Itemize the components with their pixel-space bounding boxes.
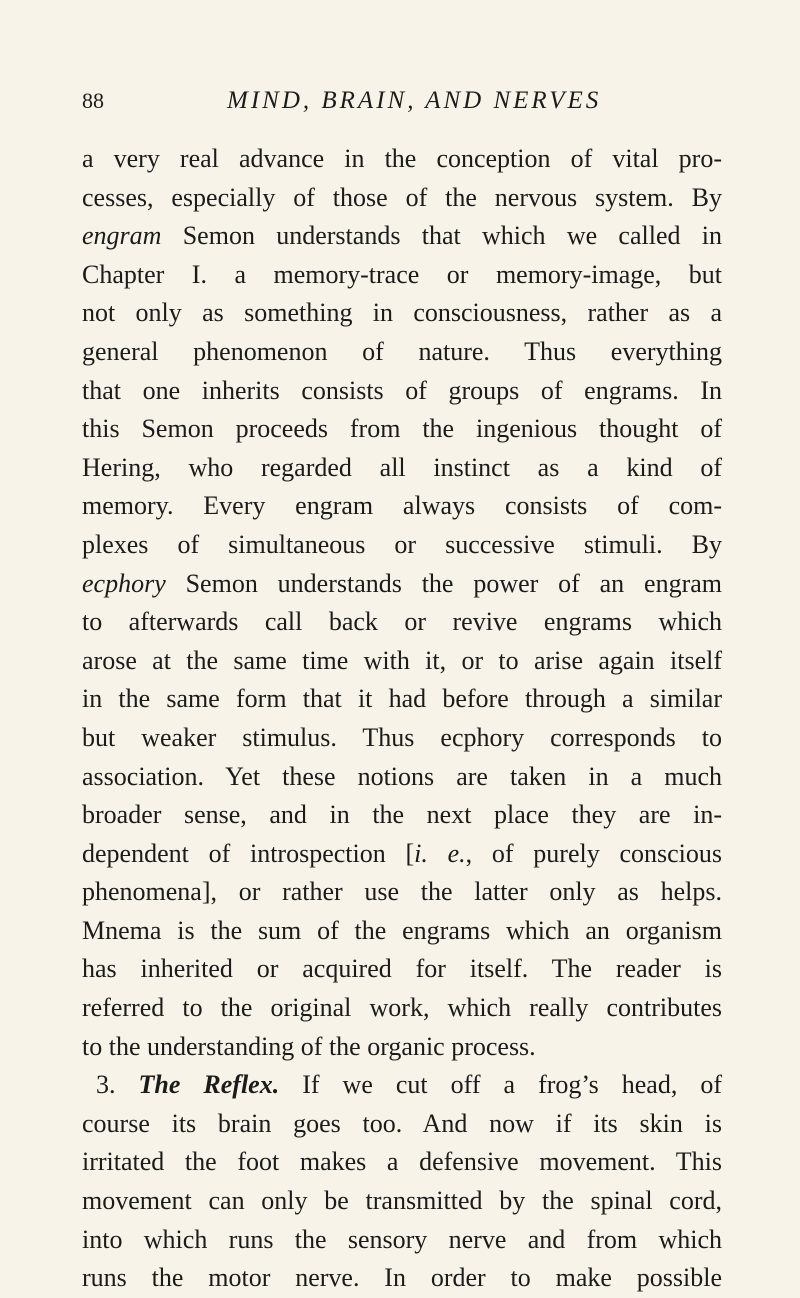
text-line: in the same form that it had before through a similar — [82, 684, 722, 714]
text-line: dependent of introspection [i. e., of purely conscious — [82, 838, 722, 868]
text-line: a very real advance in the conception of vital pro- — [82, 144, 722, 173]
running-head — [82, 86, 722, 120]
body-text — [82, 140, 722, 1298]
text-line: cesses, especially of those of the nervous system. By — [82, 182, 722, 212]
text-line: not only as something in consciousness, rather as a — [82, 298, 722, 328]
page-number: 88 — [82, 88, 104, 113]
text-line: referred to the original work, which really contributes — [82, 993, 722, 1023]
text-line: arose at the same time with it, or to arise again itself — [82, 645, 722, 675]
text-line: movement can only be transmitted by the spinal cord, — [82, 1186, 722, 1216]
text-line: plexes of simultaneous or successive stimuli. By — [82, 529, 722, 559]
section-number: 3. — [96, 1070, 139, 1100]
text-line: has inherited or acquired for itself. The reader is — [82, 954, 722, 984]
text-line: course its brain goes too. And now if its skin is — [82, 1108, 722, 1138]
text-line: association. Yet these notions are taken in a much — [82, 761, 722, 791]
term-ecphory: ecphory — [82, 568, 166, 598]
text-line: irritated the foot makes a defensive movement. This — [82, 1147, 722, 1177]
abbrev-ie: i. e. — [414, 838, 466, 868]
text-line: to the understanding of the organic process. — [82, 1031, 536, 1061]
text-line: general phenomenon of nature. Thus everything — [82, 336, 722, 366]
text-line: runs the motor nerve. In order to make possible — [82, 1263, 722, 1293]
text-line: broader sense, and in the next place they are in- — [82, 800, 722, 830]
section-heading: The Reflex. — [138, 1070, 280, 1100]
text-line: phenomena], or rather use the latter only as helps. — [82, 877, 722, 907]
text-line: engram Semon understands that which we called in — [82, 221, 722, 251]
text-line: to afterwards call back or revive engrams which — [82, 607, 722, 637]
text-line: that one inherits consists of groups of engrams. In — [82, 375, 722, 405]
text-line: Hering, who regarded all instinct as a kind of — [82, 452, 722, 482]
text-line: but weaker stimulus. Thus ecphory corresponds to — [82, 722, 722, 752]
text-line: Mnema is the sum of the engrams which an organism — [82, 915, 722, 945]
text-line: 3. The Reflex. If we cut off a frog’s head, of — [96, 1070, 722, 1100]
term-engram: engram — [82, 221, 162, 251]
text-line: ecphory Semon understands the power of an engram — [82, 568, 722, 598]
text-line: memory. Every engram always consists of com- — [82, 491, 722, 521]
text-line: into which runs the sensory nerve and from which — [82, 1224, 722, 1254]
text-line: Chapter I. a memory-trace or memory-image, but — [82, 259, 722, 289]
running-title: MIND, BRAIN, AND NERVES — [227, 87, 602, 114]
text-line: this Semon proceeds from the ingenious thought of — [82, 414, 722, 444]
